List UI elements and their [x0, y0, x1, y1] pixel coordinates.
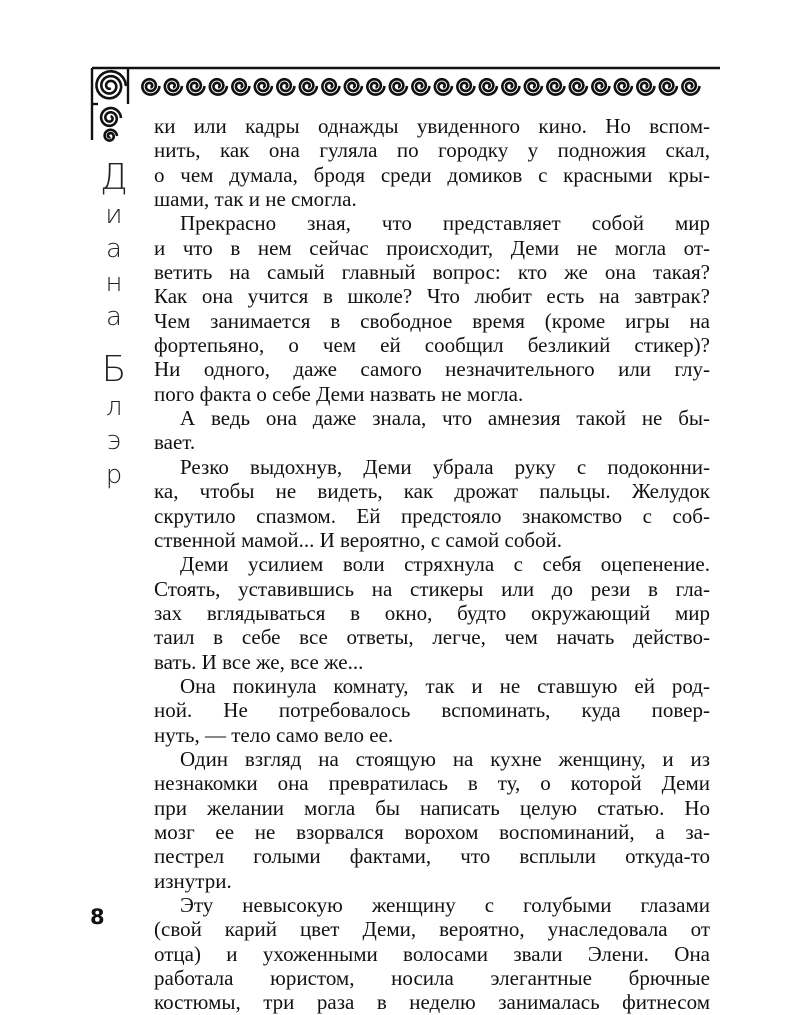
text-line: шами, так и не смогла. — [154, 187, 357, 212]
spiral-ornament — [615, 79, 632, 94]
spiral-ornament — [390, 79, 407, 94]
text-line: работала юристом, носила элегантные брючные — [154, 966, 710, 991]
text-line: Эту невысокую женщину с голубыми глазами — [180, 893, 710, 917]
spiral-ornament — [367, 79, 384, 94]
spiral-ornament — [480, 79, 497, 94]
text-line: Стоять, уставившись на стикеры или до рези в гла- — [154, 576, 710, 601]
spiral-ornament — [300, 79, 317, 94]
text-line: ки или кадры однажды увиденного кино. Но вспом- — [154, 114, 710, 138]
text-line: ственной мамой... И вероятно, с самой собой. — [154, 527, 563, 552]
text-line: Ни одного, даже самого незначительного или глу- — [154, 357, 710, 382]
text-line: и что в нем сейчас происходит, Деми не могла от- — [154, 235, 710, 260]
spiral-ornament — [187, 79, 204, 94]
text-line: Один взгляд на стоящую на кухне женщину, и из — [180, 746, 710, 771]
spiral-ornament — [322, 79, 339, 94]
text-line: Прекрасно зная, что представляет собой мир — [180, 211, 710, 236]
spiral-ornament — [105, 130, 117, 141]
text-line: пого факта о себе Деми назвать не могла. — [154, 381, 524, 406]
text-line: вает. — [154, 430, 196, 455]
spiral-ornament — [412, 79, 429, 94]
text-line: Деми усилием воли стряхнула с себя оцепенение. — [180, 552, 710, 577]
text-line: вать. И все же, все же... — [154, 649, 364, 674]
spiral-ornament — [570, 79, 587, 94]
page-body-text — [154, 114, 710, 1015]
spiral-ornament — [660, 79, 677, 94]
text-line: мозг ее не взорвался ворохом воспоминаний, а за- — [154, 819, 710, 844]
spiral-ornament — [255, 79, 272, 94]
text-line: фортепьяно, о чем ей сообщил безликий стикер)? — [154, 333, 710, 358]
text-line: ветить на самый главный вопрос: кто же она такая? — [154, 260, 710, 285]
spiral-ornament — [210, 79, 227, 94]
text-line: о чем думала, бродя среди домиков с красными кры- — [154, 162, 710, 187]
spiral-ornament — [232, 79, 249, 94]
spiral-ornament — [682, 79, 699, 94]
text-line: пестрел голыми фактами, что всплыли откуда-то — [154, 844, 710, 869]
spiral-ornament — [457, 79, 474, 94]
text-line: отца) и ухоженными волосами звали Элени. Она — [154, 941, 710, 966]
spiral-ornament — [637, 79, 654, 94]
author-letter: н — [105, 268, 123, 298]
text-line: Она покинула комнату, так и не ставшую ей род- — [180, 673, 710, 698]
author-letter: и — [105, 200, 123, 230]
spiral-ornament — [165, 79, 182, 94]
author-letter: Д — [100, 157, 128, 198]
spiral-ornament — [142, 79, 159, 94]
text-line: Как она учится в школе? Что любит есть на завтрак? — [154, 284, 710, 309]
text-line: таил в себе все ответы, легче, чем начать действо- — [154, 625, 710, 650]
text-line: костюмы, три раза в неделю занималась фитнесом — [154, 990, 710, 1015]
spiral-ornament — [277, 79, 294, 94]
text-line: незнакомки она превратилась в ту, о которой Деми — [154, 771, 710, 796]
author-letter: р — [105, 460, 123, 490]
spiral-ornament — [97, 71, 126, 98]
spiral-ornament — [435, 79, 452, 94]
author-letter: а — [106, 234, 122, 264]
author-letter: э — [106, 426, 122, 456]
author-letter: л — [105, 392, 123, 422]
spiral-ornament — [345, 79, 362, 94]
spiral-ornament — [101, 108, 121, 126]
spiral-ornament — [592, 79, 609, 94]
author-letter: Б — [101, 349, 127, 390]
spiral-ornament — [502, 79, 519, 94]
text-line: скрутило спазмом. Ей предстояло знакомство с соб- — [154, 503, 710, 528]
spiral-ornament — [525, 79, 542, 94]
author-name-vertical — [88, 157, 140, 496]
spiral-ornament — [547, 79, 564, 94]
page-number: 8 — [90, 905, 105, 929]
text-line: (свой карий цвет Деми, вероятно, унаследовала от — [154, 917, 710, 942]
text-line: нить, как она гуляла по городку у подножия скал, — [154, 138, 710, 163]
text-line: изнутри. — [154, 868, 232, 893]
author-letter: а — [106, 302, 122, 332]
text-line: зах вглядываться в окно, будто окружающий мир — [154, 600, 710, 625]
text-line: ной. Не потребовалось вспоминать, куда повер- — [154, 698, 710, 723]
text-line: при желании могла бы написать целую статью. Но — [154, 795, 710, 820]
text-line: А ведь она даже знала, что амнезия такой не бы- — [180, 406, 710, 431]
text-line: Чем занимается в свободное время (кроме игры на — [154, 308, 710, 333]
text-line: нуть, — тело само вело ее. — [154, 722, 394, 747]
text-line: ка, чтобы не видеть, как дрожат пальцы. Желудок — [154, 479, 710, 504]
text-line: Резко выдохнув, Деми убрала руку с подоконни- — [180, 454, 710, 479]
